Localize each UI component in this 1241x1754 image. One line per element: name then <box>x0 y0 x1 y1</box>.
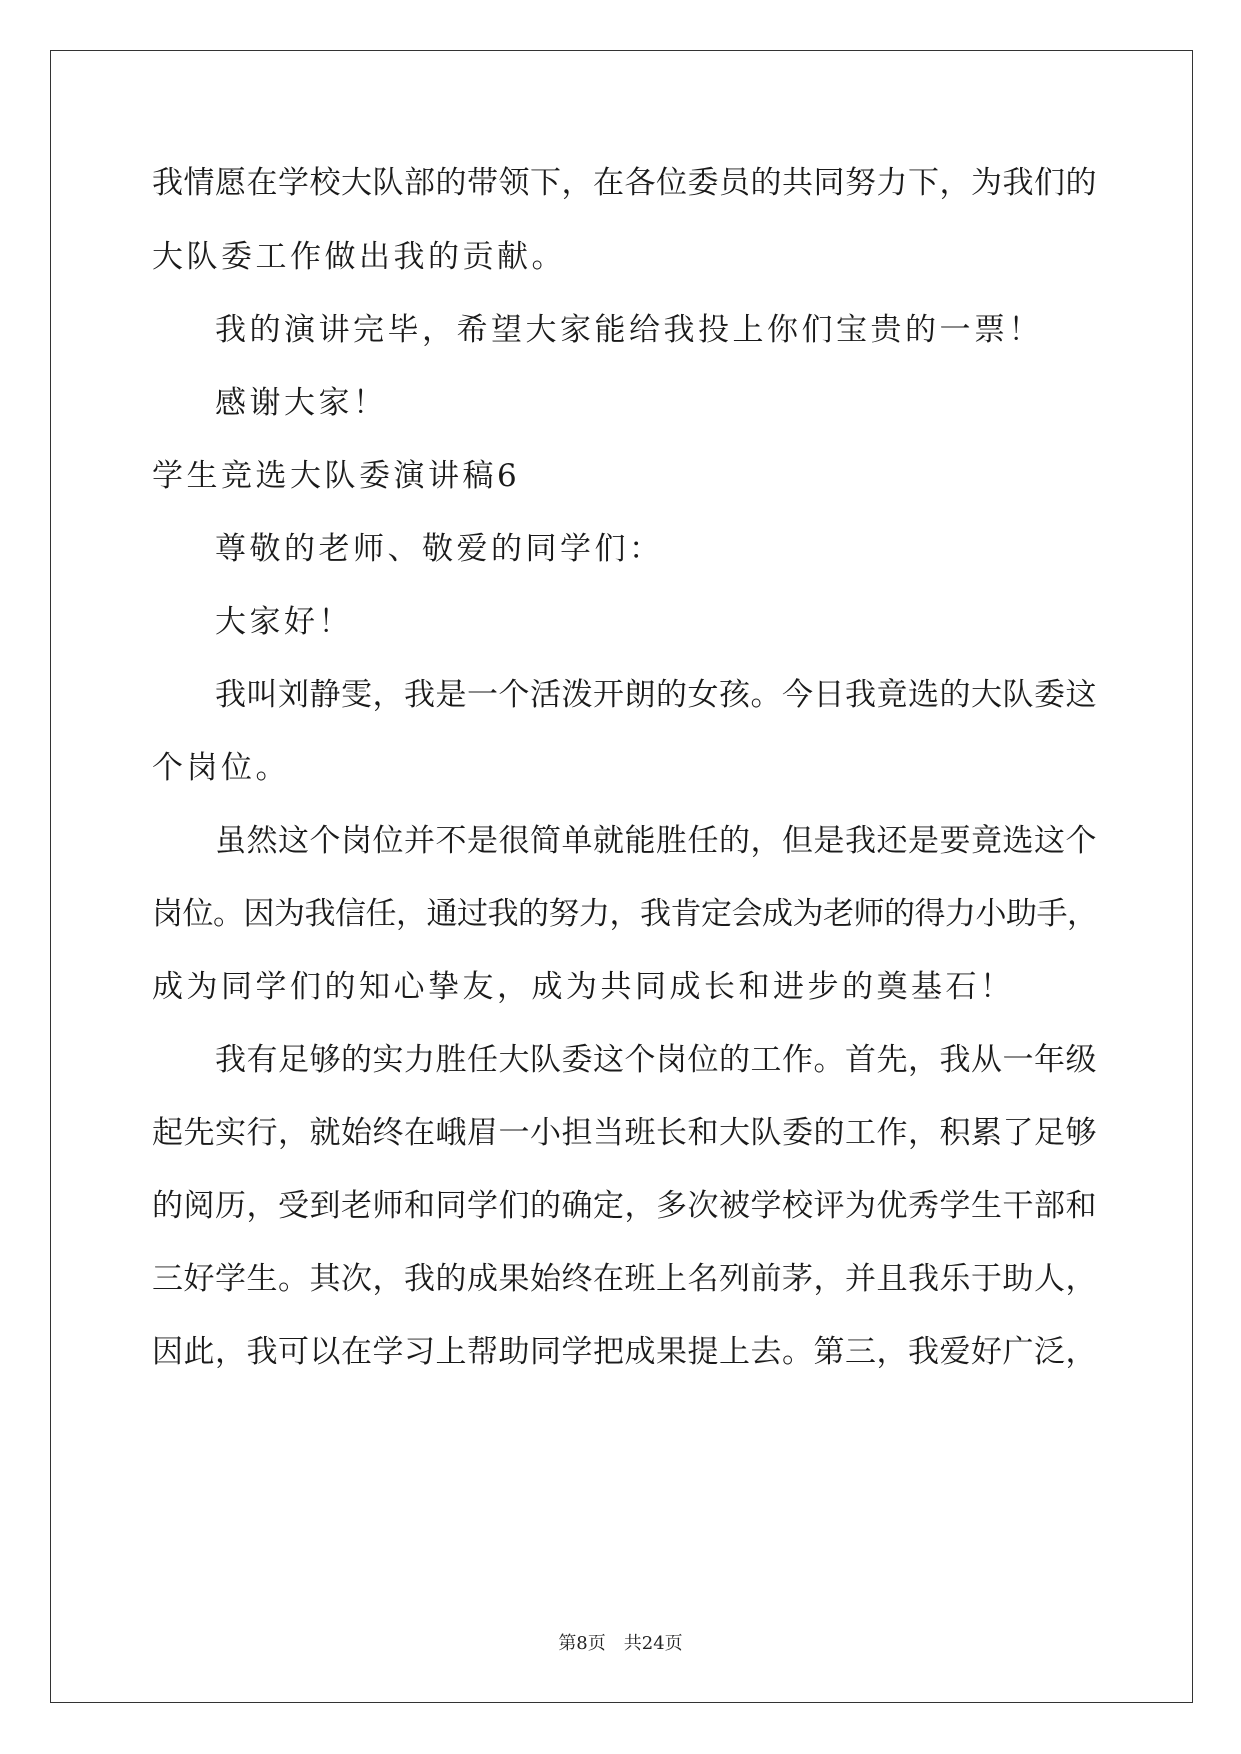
paragraph-line: 成为同学们的知心挚友，成为共同成长和进步的奠基石！ <box>152 969 1015 1005</box>
paragraph-line: 虽然这个岗位并不是很简单就能胜任的，但是我还是要竟选这个 <box>215 823 1097 859</box>
paragraph-line: 的阅历，受到老师和同学们的确定，多次被学校评为优秀学生干部和 <box>152 1188 1097 1224</box>
page-number: 第8页 共24页 <box>558 1633 683 1654</box>
page-footer <box>0 1632 1241 1656</box>
paragraph-line: 起先实行，就始终在峨眉一小担当班长和大队委的工作，积累了足够 <box>152 1115 1097 1151</box>
paragraph-line: 感谢大家！ <box>215 385 388 421</box>
paragraph-line: 我的演讲完毕，希望大家能给我投上你们宝贵的一票！ <box>215 312 1043 348</box>
paragraph-line: 我有足够的实力胜任大队委这个岗位的工作。首先，我从一年级 <box>215 1042 1097 1078</box>
paragraph-line: 岗位。因为我信任，通过我的努力，我肯定会成为老师的得力小助手， <box>152 896 1098 932</box>
section-heading: 学生竞选大队委演讲稿6 <box>152 458 521 494</box>
paragraph-line: 我叫刘静雯，我是一个活泼开朗的女孩。今日我竟选的大队委这 <box>215 677 1097 713</box>
paragraph-line: 因此，我可以在学习上帮助同学把成果提上去。第三，我爱好广泛， <box>152 1334 1097 1370</box>
paragraph-line: 我情愿在学校大队部的带领下，在各位委员的共同努力下，为我们的 <box>152 165 1097 201</box>
paragraph-line: 大队委工作做出我的贡献。 <box>152 239 566 275</box>
page-border <box>50 50 1193 1703</box>
paragraph-line: 三好学生。其次，我的成果始终在班上名列前茅，并且我乐于助人， <box>152 1261 1097 1297</box>
paragraph-line: 个岗位。 <box>152 750 290 786</box>
paragraph-line: 大家好！ <box>215 604 353 640</box>
paragraph-line: 尊敬的老师、敬爱的同学们： <box>215 531 664 567</box>
